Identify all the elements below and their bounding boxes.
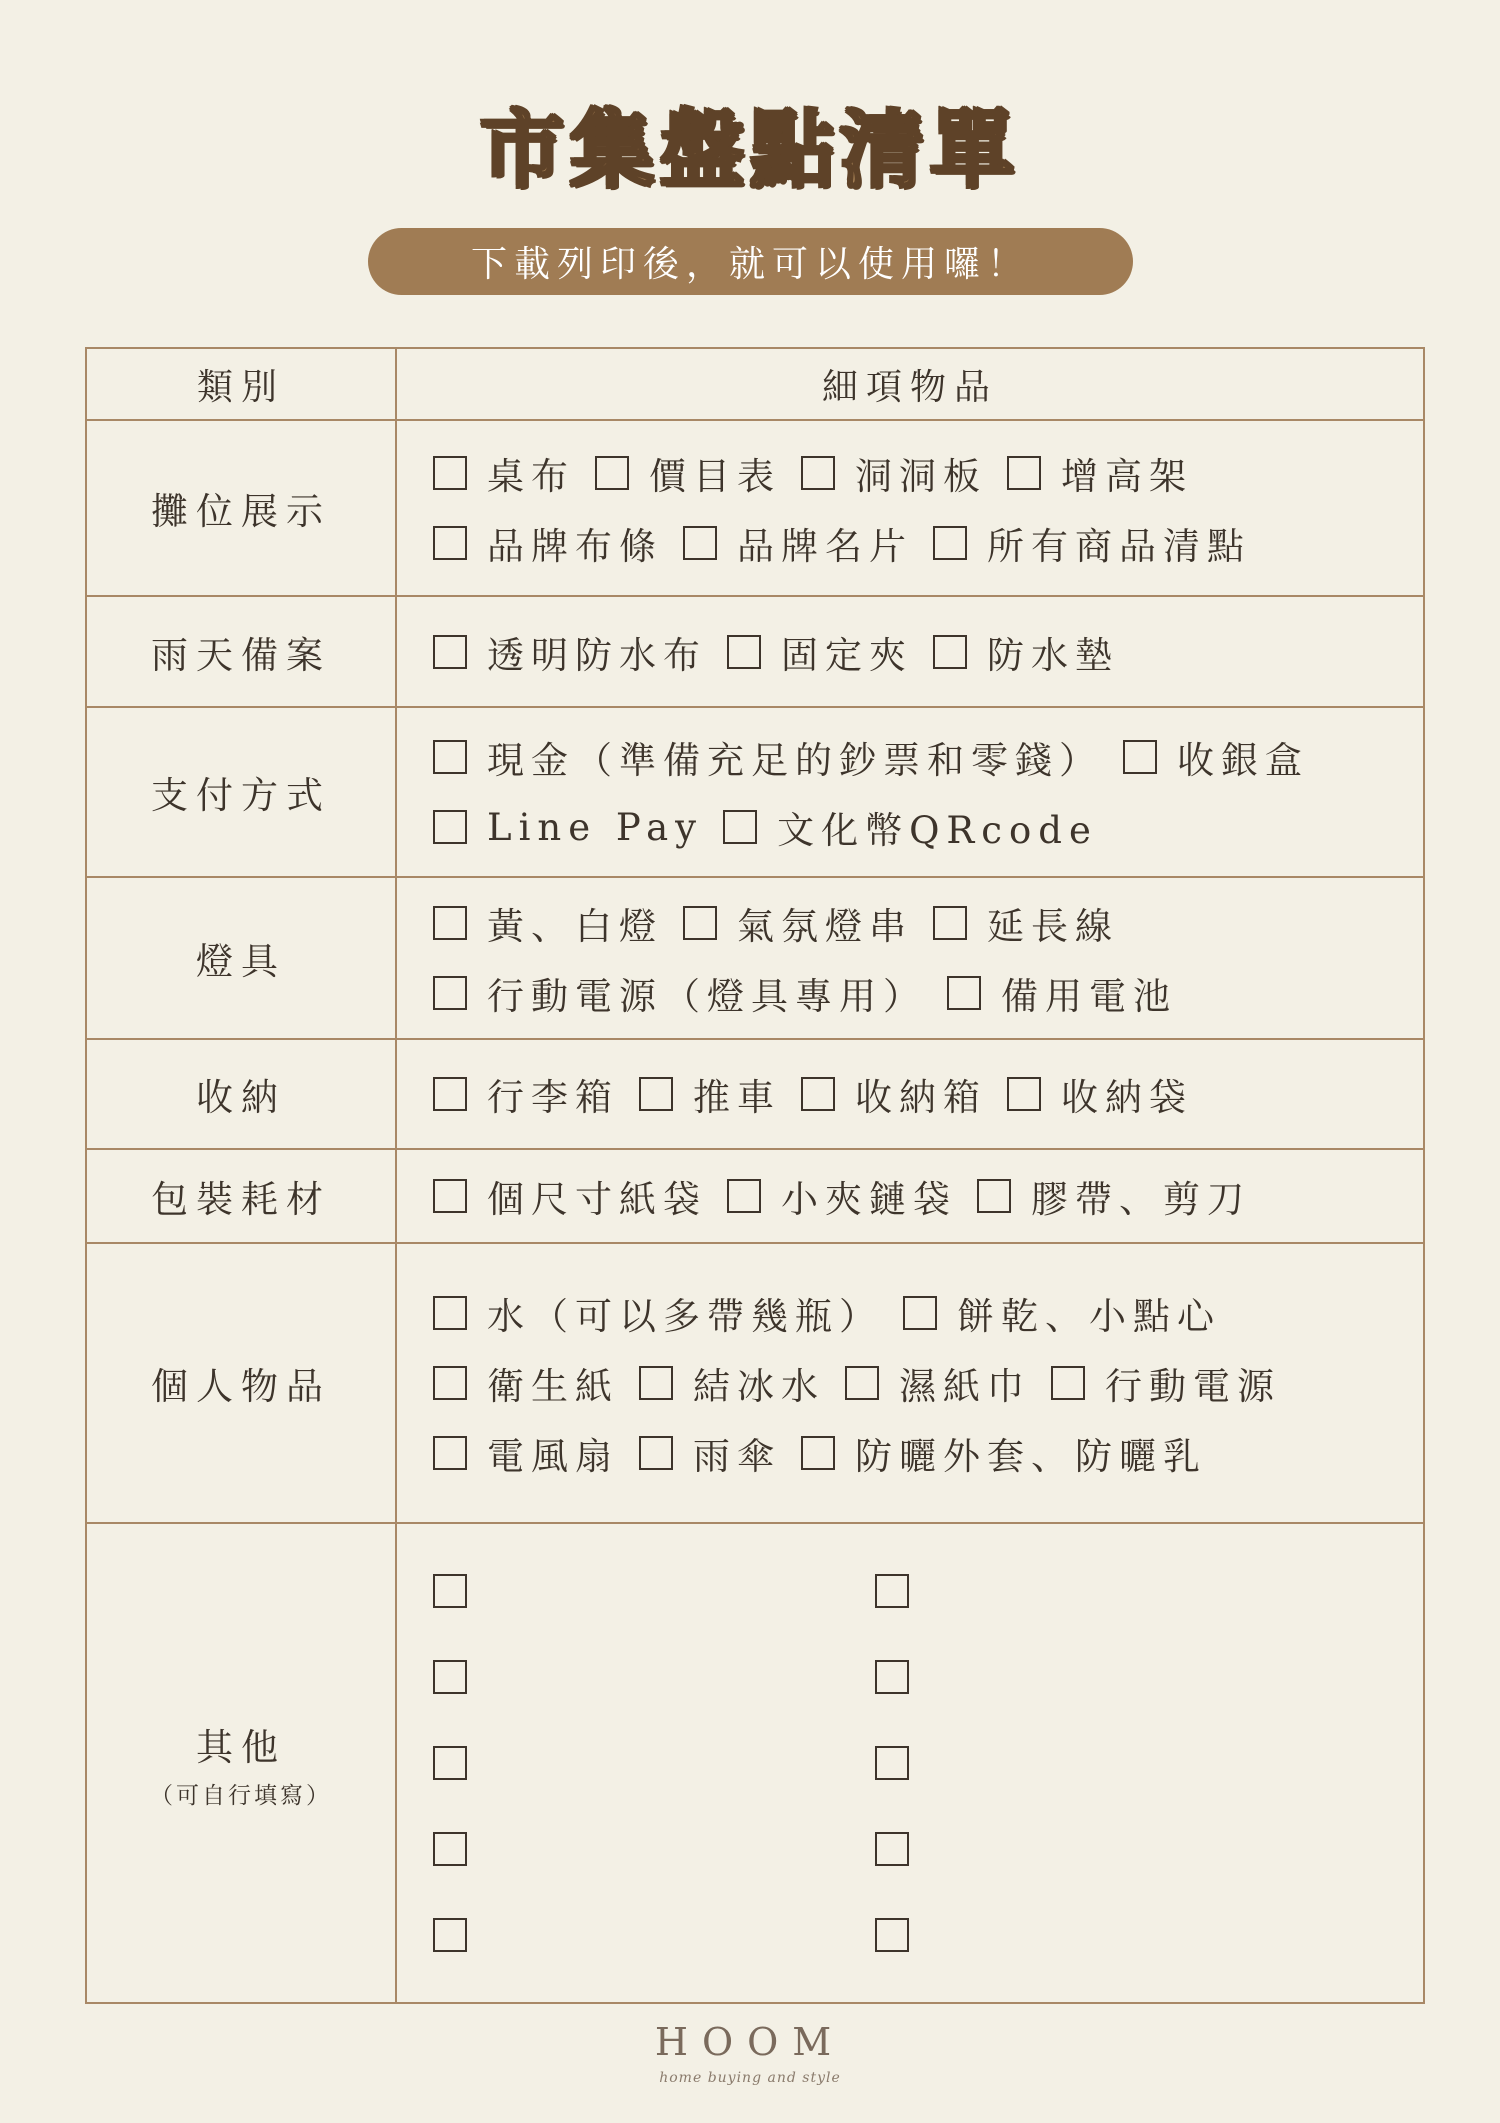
checklist-item-label: 價目表 bbox=[649, 455, 781, 498]
items-cell bbox=[396, 877, 1424, 1039]
checkbox[interactable] bbox=[933, 906, 967, 940]
table-row bbox=[86, 420, 1424, 596]
blank-item bbox=[875, 1892, 1175, 1978]
item-line bbox=[433, 508, 1423, 578]
checklist-item-label: 防曬外套、防曬乳 bbox=[855, 1435, 1207, 1478]
checkbox[interactable] bbox=[727, 635, 761, 669]
checklist-item bbox=[433, 516, 663, 570]
checkbox[interactable] bbox=[433, 1832, 467, 1866]
checkbox[interactable] bbox=[1007, 456, 1041, 490]
checklist-item-label: 洞洞板 bbox=[855, 455, 987, 498]
checkbox[interactable] bbox=[639, 1366, 673, 1400]
checklist-item bbox=[723, 800, 1098, 854]
checklist-item-label: 水（可以多帶幾瓶） bbox=[487, 1295, 883, 1338]
table-row bbox=[86, 1039, 1424, 1149]
checkbox[interactable] bbox=[433, 740, 467, 774]
checklist-item bbox=[903, 1286, 1221, 1340]
checklist-item-label: 膠帶、剪刀 bbox=[1031, 1178, 1251, 1221]
checklist-item-label: 收納箱 bbox=[855, 1076, 987, 1119]
category-cell: 包裝耗材 bbox=[86, 1149, 396, 1243]
checkbox[interactable] bbox=[801, 1077, 835, 1111]
category-cell: 支付方式 bbox=[86, 707, 396, 877]
item-line bbox=[433, 888, 1423, 958]
checkbox[interactable] bbox=[433, 810, 467, 844]
table-row-other bbox=[86, 1523, 1424, 2003]
checklist-item-label: 桌布 bbox=[487, 455, 575, 498]
blank-item bbox=[433, 1720, 875, 1806]
checkbox[interactable] bbox=[977, 1179, 1011, 1213]
checklist-item-label: 衛生紙 bbox=[487, 1365, 619, 1408]
brand-logo: HOOM bbox=[654, 2020, 846, 2064]
checklist-item-label: 濕紙巾 bbox=[899, 1365, 1031, 1408]
table-body bbox=[86, 420, 1424, 2003]
checklist-item-label: 黃、白燈 bbox=[487, 905, 663, 948]
checklist-item-label: 行動電源（燈具專用） bbox=[487, 975, 927, 1018]
items-cell bbox=[396, 1039, 1424, 1149]
checklist-item-label: 氣氛燈串 bbox=[737, 905, 913, 948]
table-row bbox=[86, 707, 1424, 877]
checklist-item-label: 小夾鏈袋 bbox=[781, 1178, 957, 1221]
header-items: 細項物品 bbox=[396, 348, 1424, 420]
checkbox[interactable] bbox=[947, 976, 981, 1010]
checklist-item-label: 雨傘 bbox=[693, 1435, 781, 1478]
page-title: 市集盤點清單 bbox=[479, 100, 1020, 199]
checklist-item bbox=[433, 1356, 619, 1410]
checklist-item bbox=[433, 1169, 707, 1223]
item-line bbox=[433, 958, 1423, 1028]
checklist-item-label: 現金（準備充足的鈔票和零錢） bbox=[487, 739, 1103, 782]
checklist-item-label: 防水墊 bbox=[987, 633, 1119, 677]
checklist-item bbox=[433, 1067, 619, 1121]
items-cell bbox=[396, 596, 1424, 707]
checklist-item-label: 收銀盒 bbox=[1177, 739, 1309, 782]
checkbox[interactable] bbox=[875, 1832, 909, 1866]
checklist-item bbox=[433, 896, 663, 950]
table-row bbox=[86, 1243, 1424, 1523]
table-row bbox=[86, 877, 1424, 1039]
checklist-item-label: 品牌布條 bbox=[487, 525, 663, 568]
checkbox[interactable] bbox=[433, 1918, 467, 1952]
table-row bbox=[86, 596, 1424, 707]
checkbox[interactable] bbox=[433, 1436, 467, 1470]
checklist-item-label: 所有商品清點 bbox=[987, 525, 1251, 568]
category-cell: 攤位展示 bbox=[86, 420, 396, 596]
checkbox[interactable] bbox=[1123, 740, 1157, 774]
item-line bbox=[433, 1161, 1423, 1231]
item-line bbox=[433, 1059, 1423, 1129]
checkbox[interactable] bbox=[433, 1746, 467, 1780]
checklist-item bbox=[801, 446, 987, 500]
table-header-row bbox=[86, 348, 1424, 420]
checkbox[interactable] bbox=[903, 1296, 937, 1330]
item-line bbox=[433, 722, 1423, 792]
items-cell bbox=[396, 1149, 1424, 1243]
checklist-item bbox=[433, 966, 927, 1020]
checkbox[interactable] bbox=[433, 906, 467, 940]
checkbox[interactable] bbox=[433, 1179, 467, 1213]
checklist-item-label: 個尺寸紙袋 bbox=[487, 1178, 707, 1221]
category-note: （可自行填寫） bbox=[150, 1782, 332, 1809]
checklist-item-label: 固定夾 bbox=[781, 633, 913, 677]
category-cell: 燈具 bbox=[86, 877, 396, 1039]
checkbox[interactable] bbox=[639, 1077, 673, 1111]
blank-checkbox-grid bbox=[433, 1524, 1423, 2002]
checklist-item bbox=[1007, 1067, 1193, 1121]
checkbox[interactable] bbox=[683, 526, 717, 560]
item-line bbox=[433, 1278, 1423, 1348]
category-cell: 雨天備案 bbox=[86, 596, 396, 707]
checklist-item-label: 延長線 bbox=[987, 905, 1119, 948]
checklist-item bbox=[947, 966, 1177, 1020]
checklist-item bbox=[639, 1067, 781, 1121]
checklist-item bbox=[1123, 730, 1309, 784]
blank-item bbox=[433, 1892, 875, 1978]
checkbox[interactable] bbox=[875, 1918, 909, 1952]
blank-item bbox=[875, 1806, 1175, 1892]
checklist-item bbox=[933, 625, 1119, 679]
checklist-item bbox=[727, 625, 913, 679]
checklist-item bbox=[433, 625, 707, 679]
checkbox[interactable] bbox=[433, 1574, 467, 1608]
checkbox[interactable] bbox=[727, 1179, 761, 1213]
brand-tagline: home buying and style bbox=[659, 2070, 841, 2086]
checklist-item bbox=[933, 516, 1251, 570]
category-cell bbox=[86, 1523, 396, 2003]
item-line bbox=[433, 1418, 1423, 1488]
checklist-item-label: 電風扇 bbox=[487, 1435, 619, 1478]
checklist-item bbox=[801, 1426, 1207, 1480]
blank-item bbox=[875, 1634, 1175, 1720]
blank-item bbox=[875, 1720, 1175, 1806]
checklist-item bbox=[801, 1067, 987, 1121]
checkbox[interactable] bbox=[433, 1296, 467, 1330]
items-cell bbox=[396, 1523, 1424, 2003]
checklist-item bbox=[433, 1426, 619, 1480]
checkbox[interactable] bbox=[595, 456, 629, 490]
checkbox[interactable] bbox=[433, 1077, 467, 1111]
items-cell bbox=[396, 707, 1424, 877]
checklist-item-label: 透明防水布 bbox=[487, 633, 707, 677]
checklist-item bbox=[1007, 446, 1193, 500]
checkbox[interactable] bbox=[433, 1660, 467, 1694]
checklist-item-label: 文化幣QRcode bbox=[777, 809, 1098, 852]
category-cell: 收納 bbox=[86, 1039, 396, 1149]
checklist-item bbox=[845, 1356, 1031, 1410]
items-cell bbox=[396, 420, 1424, 596]
checklist-item-label: 餅乾、小點心 bbox=[957, 1295, 1221, 1338]
checkbox[interactable] bbox=[683, 906, 717, 940]
checklist-item-label: 行李箱 bbox=[487, 1076, 619, 1119]
checklist-item bbox=[933, 896, 1119, 950]
item-line bbox=[433, 617, 1423, 687]
checkbox[interactable] bbox=[433, 526, 467, 560]
checklist-item-label: Line Pay bbox=[487, 805, 704, 849]
checkbox[interactable] bbox=[433, 976, 467, 1010]
category-label: 其他 bbox=[196, 1725, 286, 1769]
checklist-item bbox=[639, 1356, 825, 1410]
checkbox[interactable] bbox=[875, 1746, 909, 1780]
checklist-item bbox=[683, 896, 913, 950]
checkbox[interactable] bbox=[875, 1660, 909, 1694]
checkbox[interactable] bbox=[875, 1574, 909, 1608]
checklist-item bbox=[433, 1286, 883, 1340]
blank-item bbox=[433, 1634, 875, 1720]
checkbox[interactable] bbox=[801, 456, 835, 490]
checklist-item bbox=[1051, 1356, 1281, 1410]
checklist-item bbox=[977, 1169, 1251, 1223]
checklist-item-label: 品牌名片 bbox=[737, 525, 913, 568]
checkbox[interactable] bbox=[639, 1436, 673, 1470]
blank-item bbox=[433, 1548, 875, 1634]
checkbox[interactable] bbox=[933, 635, 967, 669]
table-row bbox=[86, 1149, 1424, 1243]
item-line bbox=[433, 1348, 1423, 1418]
checklist-item bbox=[639, 1426, 781, 1480]
checkbox[interactable] bbox=[845, 1366, 879, 1400]
subtitle-banner: 下載列印後，就可以使用囉！ bbox=[368, 228, 1133, 295]
checkbox[interactable] bbox=[1007, 1077, 1041, 1111]
item-line bbox=[433, 438, 1423, 508]
items-cell bbox=[396, 1243, 1424, 1523]
checklist-item bbox=[433, 806, 703, 849]
checkbox[interactable] bbox=[801, 1436, 835, 1470]
checklist-item-label: 收納袋 bbox=[1061, 1076, 1193, 1119]
checklist-item bbox=[727, 1169, 957, 1223]
checklist-item bbox=[433, 730, 1103, 784]
header-category: 類別 bbox=[86, 348, 396, 420]
checklist-item bbox=[595, 446, 781, 500]
item-line bbox=[433, 792, 1423, 862]
checklist-item-label: 備用電池 bbox=[1001, 975, 1177, 1018]
checklist-item-label: 行動電源 bbox=[1105, 1365, 1281, 1408]
checklist-item-label: 推車 bbox=[693, 1076, 781, 1119]
checklist-item bbox=[433, 446, 575, 500]
checkbox[interactable] bbox=[433, 456, 467, 490]
checkbox[interactable] bbox=[433, 1366, 467, 1400]
checkbox[interactable] bbox=[1051, 1366, 1085, 1400]
checklist-item-label: 增高架 bbox=[1061, 455, 1193, 498]
blank-item bbox=[875, 1548, 1175, 1634]
checklist-item bbox=[683, 516, 913, 570]
checklist-item-label: 結冰水 bbox=[693, 1365, 825, 1408]
checkbox[interactable] bbox=[433, 635, 467, 669]
checkbox[interactable] bbox=[723, 810, 757, 844]
category-cell: 個人物品 bbox=[86, 1243, 396, 1523]
checkbox[interactable] bbox=[933, 526, 967, 560]
checklist-table bbox=[85, 347, 1425, 2004]
blank-item bbox=[433, 1806, 875, 1892]
